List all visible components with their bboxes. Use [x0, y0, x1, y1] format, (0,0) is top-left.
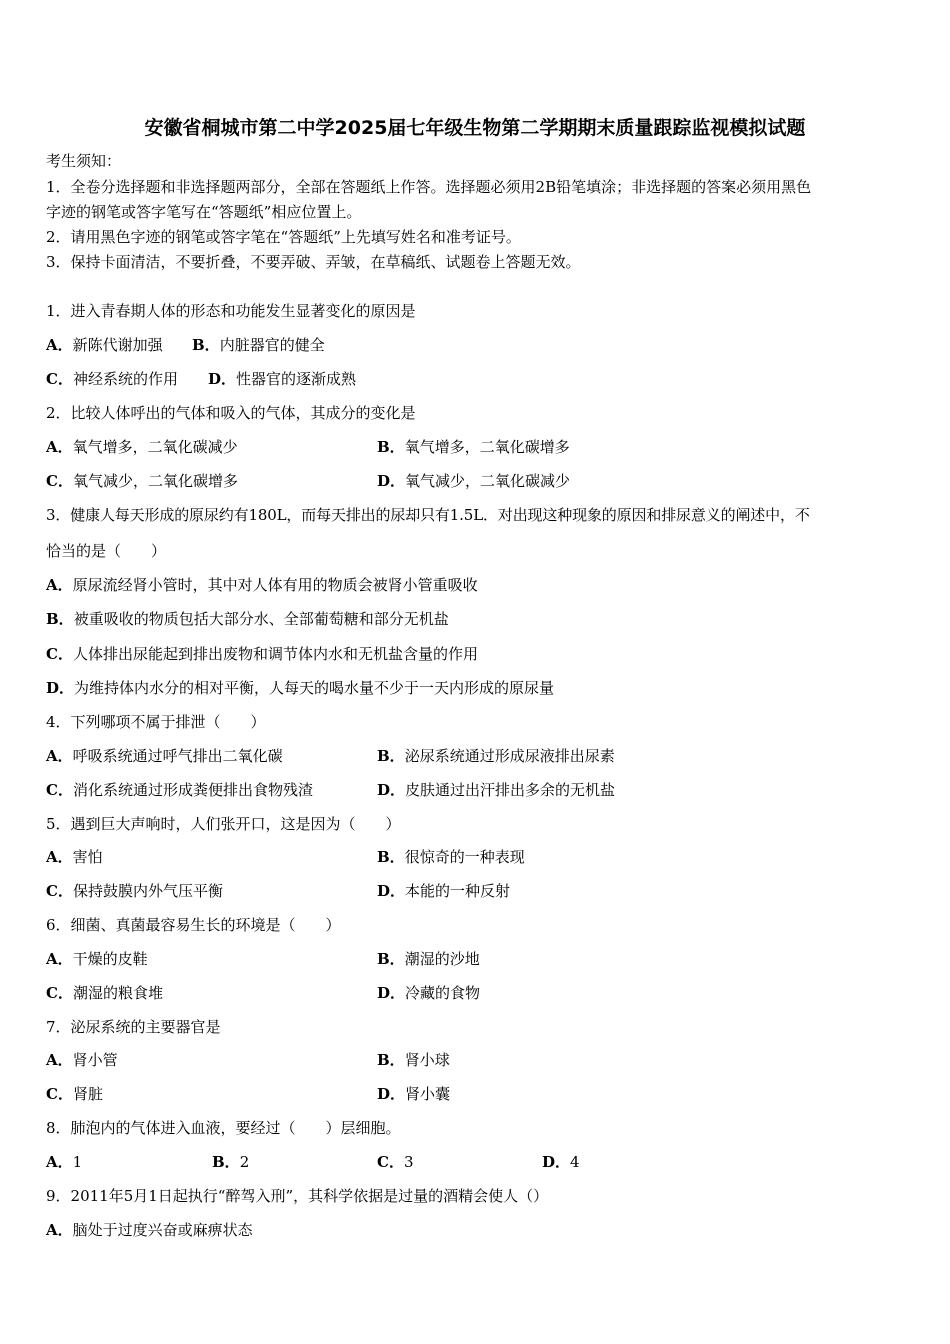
question-stem: 9．2011年5月1日起执行“醉驾入刑”，其科学依据是过量的酒精会使人（）: [46, 1187, 549, 1205]
option-text: 皮肤通过出汗排出多余的无机盐: [405, 781, 616, 799]
option-text: 人体排出尿能起到排出废物和调节体内水和无机盐含量的作用: [72, 645, 478, 663]
option: [377, 882, 510, 900]
option-text: 肾小管: [72, 1051, 118, 1069]
option-text: 冷藏的食物: [405, 984, 481, 1002]
option: [46, 984, 163, 1002]
option: [377, 472, 570, 490]
option-letter: D．: [377, 472, 406, 490]
question-stem: 1．进入青春期人体的形态和功能发生显著变化的原因是: [46, 302, 416, 320]
question-stem: 7．泌尿系统的主要器官是: [46, 1018, 221, 1036]
option: [46, 781, 313, 799]
option-text: 新陈代谢加强: [72, 336, 163, 354]
option-letter: C．: [46, 882, 73, 900]
option: [46, 747, 283, 765]
option-letter: A．: [46, 848, 73, 866]
option-letter: D．: [208, 370, 237, 388]
option: [377, 1051, 450, 1069]
question-stem: 5．遇到巨大声响时，人们张开口，这是因为（ ）: [46, 815, 401, 833]
option-letter: B．: [212, 1153, 240, 1171]
option-letter: C．: [46, 472, 73, 490]
option-letter: D．: [377, 781, 406, 799]
option: [46, 576, 478, 594]
option-text: 肾小球: [404, 1051, 450, 1069]
option-text: 干燥的皮鞋: [72, 950, 148, 968]
option-text: 原尿流经肾小管时，其中对人体有用的物质会被肾小管重吸收: [72, 576, 478, 594]
option-text: 很惊奇的一种表现: [404, 848, 525, 866]
option-letter: C．: [46, 781, 73, 799]
option-letter: B．: [192, 336, 220, 354]
option: [192, 336, 325, 354]
notice-line: 3．保持卡面清洁，不要折叠，不要弄破、弄皱，在草稿纸、试题卷上答题无效。: [46, 253, 581, 271]
option: [46, 1221, 253, 1239]
option-letter: B．: [46, 610, 74, 628]
option: [46, 336, 163, 354]
option: [46, 1051, 118, 1069]
question-stem: 4．下列哪项不属于排泄（ ）: [46, 713, 266, 731]
option: [377, 438, 570, 456]
option: [46, 438, 238, 456]
option-letter: A．: [46, 336, 73, 354]
option-text: 氧气增多，二氧化碳减少: [72, 438, 238, 456]
option: [46, 472, 238, 490]
option-letter: C．: [46, 1085, 73, 1103]
option-text: 氧气减少，二氧化碳减少: [405, 472, 571, 490]
option-text: 氧气减少，二氧化碳增多: [72, 472, 238, 490]
option: [46, 370, 178, 388]
option-text: 害怕: [72, 848, 103, 866]
option: [46, 1085, 103, 1103]
option-letter: A．: [46, 1051, 73, 1069]
option-letter: B．: [377, 950, 405, 968]
option-text: 呼吸系统通过呼气排出二氧化碳: [72, 747, 283, 765]
option-text: 肾脏: [72, 1085, 103, 1103]
option: [377, 1153, 414, 1171]
option-text: 3: [403, 1153, 414, 1171]
option-letter: A．: [46, 1153, 73, 1171]
option: [46, 1153, 82, 1171]
option-text: 性器官的逐渐成熟: [236, 370, 357, 388]
option-text: 被重吸收的物质包括大部分水、全部葡萄糖和部分无机盐: [73, 610, 449, 628]
option-letter: D．: [542, 1153, 571, 1171]
option: [46, 645, 478, 663]
option-text: 1: [72, 1153, 83, 1171]
page-title: 安徽省桐城市第二中学2025届七年级生物第二学期期末质量跟踪监视模拟试题: [144, 117, 806, 139]
option: [208, 370, 356, 388]
option: [377, 984, 480, 1002]
question-stem: 3．健康人每天形成的原尿约有180L，而每天排出的尿却只有1.5L．对出现这种现象的原因和排尿意义的阐述中，不: [46, 506, 810, 524]
question-stem: 8．肺泡内的气体进入血液，要经过（ ）层细胞。: [46, 1119, 401, 1137]
notice-line: 2．请用黑色字迹的钢笔或答字笔在“答题纸”上先填写姓名和准考证号。: [46, 228, 521, 246]
question-stem: 6．细菌、真菌最容易生长的环境是（ ）: [46, 916, 341, 934]
option-letter: C．: [46, 984, 73, 1002]
option-letter: D．: [46, 679, 75, 697]
option-letter: B．: [377, 747, 405, 765]
option: [377, 1085, 450, 1103]
option-text: 潮湿的沙地: [404, 950, 480, 968]
option-letter: A．: [46, 438, 73, 456]
option-text: 保持鼓膜内外气压平衡: [72, 882, 223, 900]
option: [377, 848, 525, 866]
notice-heading: 考生须知：: [46, 152, 122, 170]
option-text: 2: [239, 1153, 250, 1171]
option-text: 4: [570, 1153, 580, 1171]
option-text: 肾小囊: [405, 1085, 451, 1103]
option: [46, 848, 103, 866]
option-letter: D．: [377, 882, 406, 900]
option-letter: C．: [46, 645, 73, 663]
option-letter: B．: [377, 1051, 405, 1069]
option: [377, 781, 615, 799]
option-letter: B．: [377, 438, 405, 456]
option-letter: D．: [377, 984, 406, 1002]
option-letter: B．: [377, 848, 405, 866]
option-text: 潮湿的粮食堆: [72, 984, 163, 1002]
notice-line: 1．全卷分选择题和非选择题两部分，全部在答题纸上作答。选择题必须用2B铅笔填涂；非选择题的答案必须用黑色: [46, 178, 812, 196]
option-letter: A．: [46, 950, 73, 968]
option: [46, 679, 554, 697]
option: [46, 610, 449, 628]
option-letter: A．: [46, 747, 73, 765]
option-letter: C．: [377, 1153, 404, 1171]
option-letter: A．: [46, 576, 73, 594]
option-text: 内脏器官的健全: [219, 336, 325, 354]
option-text: 为维持体内水分的相对平衡，人每天的喝水量不少于一天内形成的原尿量: [74, 679, 555, 697]
option: [377, 747, 615, 765]
option-text: 脑处于过度兴奋或麻痹状态: [72, 1221, 253, 1239]
option-text: 消化系统通过形成粪便排出食物残渣: [72, 781, 313, 799]
option: [46, 882, 223, 900]
option: [542, 1153, 580, 1171]
option: [377, 950, 480, 968]
option-letter: C．: [46, 370, 73, 388]
option-letter: D．: [377, 1085, 406, 1103]
option-text: 氧气增多，二氧化碳增多: [404, 438, 570, 456]
option-text: 泌尿系统通过形成尿液排出尿素: [404, 747, 615, 765]
option-text: 本能的一种反射: [405, 882, 511, 900]
option-text: 神经系统的作用: [72, 370, 178, 388]
question-stem: 2．比较人体呼出的气体和吸入的气体，其成分的变化是: [46, 404, 416, 422]
notice-line: 字迹的钢笔或答字笔写在“答题纸”相应位置上。: [46, 203, 362, 221]
option: [212, 1153, 249, 1171]
option: [46, 950, 148, 968]
question-stem-continued: 恰当的是（ ）: [46, 542, 167, 560]
option-letter: A．: [46, 1221, 73, 1239]
